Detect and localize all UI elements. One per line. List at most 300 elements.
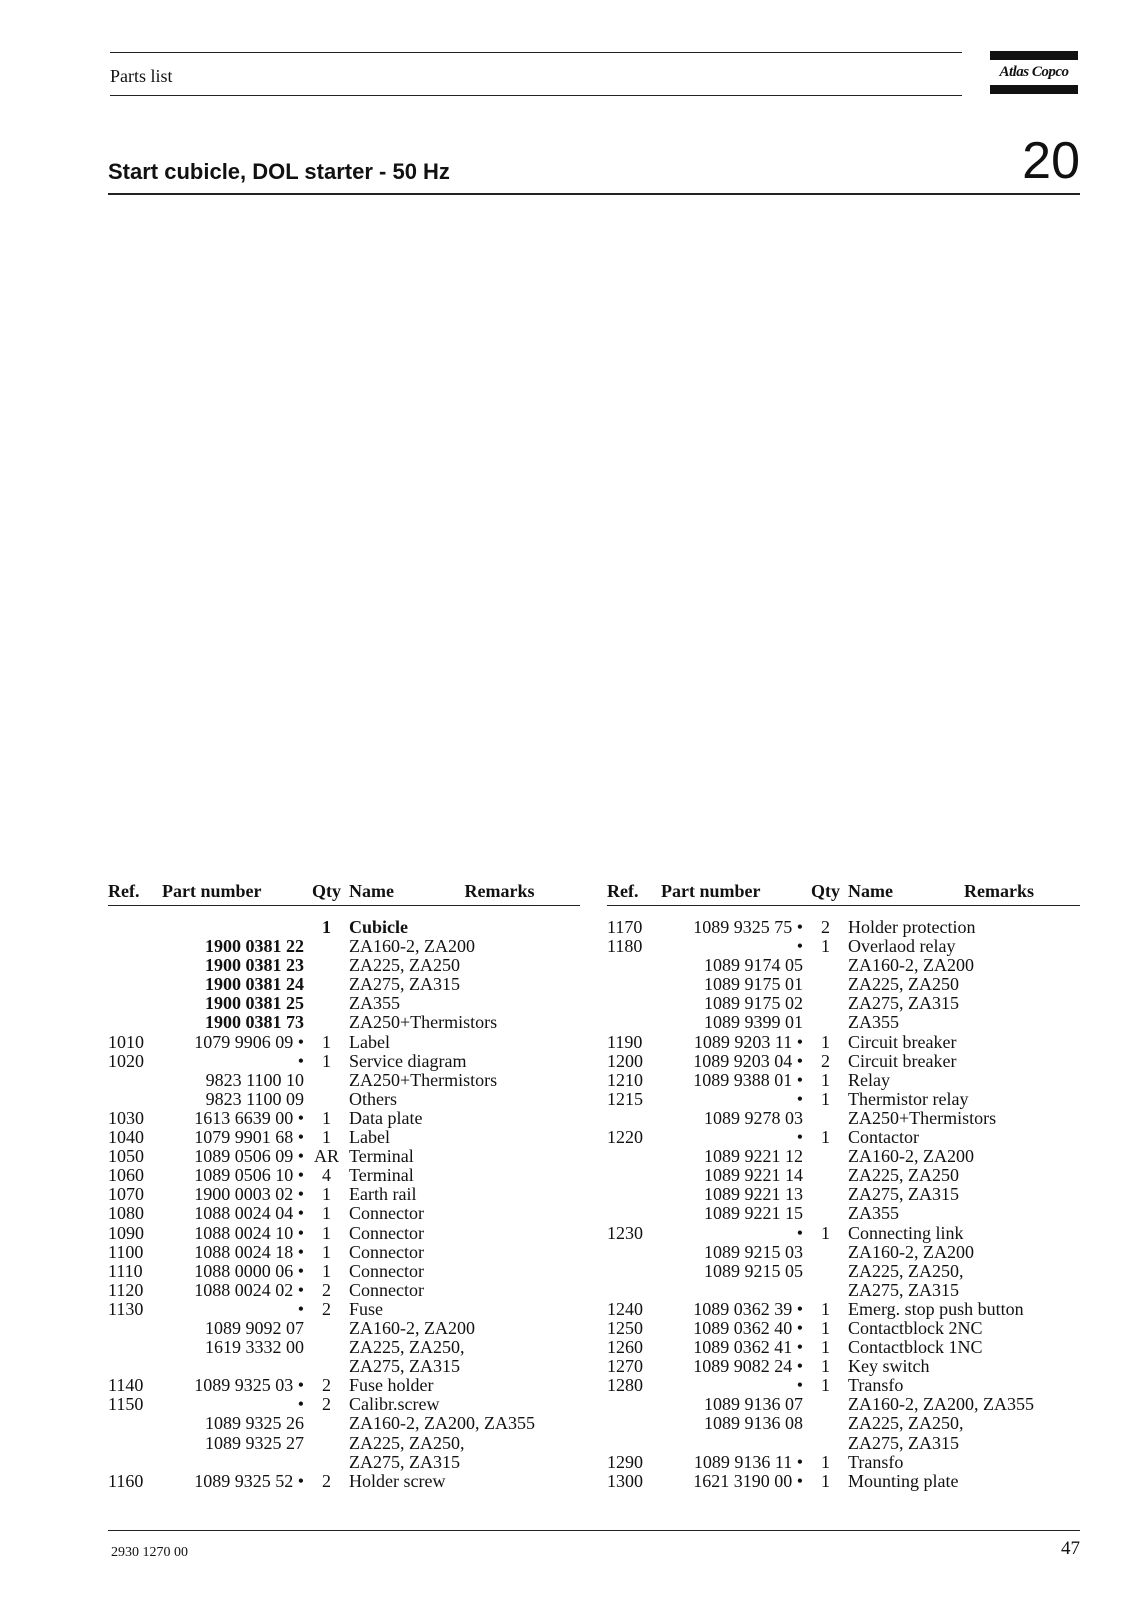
- table-row: [108, 1376, 580, 1395]
- part-number-cell: 1089 9136 11 •: [693, 1451, 803, 1472]
- part-number-cell: 1900 0381 24: [205, 974, 304, 995]
- table-row: [607, 1300, 1080, 1319]
- part-number-cell: 1089 0506 09 •: [194, 1146, 304, 1167]
- name-cell: ZA225, ZA250: [848, 974, 959, 995]
- ref-cell: 1010: [108, 1031, 144, 1052]
- document-number: 2930 1270 00: [111, 1545, 188, 1560]
- part-number-cell: •: [297, 1298, 304, 1319]
- part-number-cell: •: [796, 1375, 803, 1396]
- ref-cell: 1230: [607, 1222, 643, 1243]
- qty-cell: [803, 1243, 848, 1262]
- qty-cell: [304, 1338, 349, 1357]
- qty-cell: 1: [322, 917, 331, 937]
- name-cell: ZA225, ZA250,: [848, 1260, 964, 1281]
- ref-cell: [108, 975, 162, 994]
- part-number-cell: 1089 9082 24 •: [693, 1356, 803, 1377]
- parts-table-left: [108, 877, 580, 1491]
- ref-cell: [607, 1262, 661, 1281]
- table-row: [108, 1166, 580, 1185]
- part-number-cell: 1089 0362 40 •: [693, 1317, 803, 1338]
- table-row: [108, 1243, 580, 1262]
- qty-cell: [803, 1204, 848, 1223]
- section-number: 20: [1022, 132, 1080, 190]
- name-cell: ZA225, ZA250,: [349, 1432, 465, 1453]
- part-number-cell: 1613 6639 00 •: [194, 1107, 304, 1128]
- qty-cell: [803, 1414, 848, 1433]
- part-number-cell: 1089 9203 11 •: [693, 1031, 803, 1052]
- qty-cell: 2: [322, 1298, 331, 1319]
- name-cell: ZA275, ZA315: [848, 1279, 959, 1300]
- table-row: [607, 1224, 1080, 1243]
- name-cell: ZA275, ZA315: [848, 1432, 959, 1453]
- table-row: [108, 1338, 580, 1357]
- name-cell: ZA160-2, ZA200, ZA355: [848, 1394, 1034, 1415]
- name-cell: ZA275, ZA315: [848, 1184, 959, 1205]
- col-header-qty: Qty: [304, 877, 349, 906]
- header-bottom-rule: [110, 95, 962, 96]
- name-cell: Contactor: [848, 1127, 919, 1148]
- part-number-cell: 9823 1100 10: [205, 1069, 304, 1090]
- title-rule: [108, 193, 1080, 195]
- name-cell: Overlaod relay: [848, 936, 956, 957]
- page-title: Start cubicle, DOL starter - 50 Hz: [108, 159, 450, 184]
- table-row: [108, 1033, 580, 1052]
- ref-cell: 1030: [108, 1107, 144, 1128]
- part-number-cell: 1089 9174 05: [704, 955, 803, 976]
- table-row: [108, 1224, 580, 1243]
- col-header-remarks: Remarks: [465, 877, 581, 906]
- part-number-cell: 1900 0381 22: [205, 936, 304, 957]
- ref-cell: [607, 1395, 661, 1414]
- ref-cell: 1250: [607, 1317, 643, 1338]
- table-row: [108, 1395, 580, 1414]
- name-cell: Fuse holder: [349, 1375, 434, 1396]
- name-cell: ZA355: [848, 1203, 899, 1224]
- part-number-cell: [162, 1357, 304, 1376]
- part-number-cell: 1089 9215 05: [704, 1260, 803, 1281]
- part-number-cell: 1900 0381 73: [205, 1012, 304, 1033]
- name-cell: Label: [349, 1031, 390, 1052]
- part-number-cell: 1089 9325 27: [205, 1432, 304, 1453]
- name-cell: ZA160-2, ZA200: [349, 1317, 475, 1338]
- ref-cell: 1130: [108, 1298, 144, 1319]
- qty-cell: 1: [322, 1241, 331, 1262]
- ref-cell: [108, 956, 162, 975]
- part-number-cell: 1900 0003 02 •: [194, 1184, 304, 1205]
- part-number-cell: [661, 1281, 803, 1300]
- part-number-cell: •: [297, 1050, 304, 1071]
- part-number-cell: 1089 0506 10 •: [194, 1165, 304, 1186]
- name-cell: ZA160-2, ZA200: [848, 1241, 974, 1262]
- part-number-cell: 1619 3332 00: [205, 1337, 304, 1358]
- section-label: Parts list: [110, 66, 173, 86]
- qty-cell: [803, 1185, 848, 1204]
- qty-cell: [304, 1434, 349, 1453]
- name-cell: Connector: [349, 1279, 424, 1300]
- ref-cell: 1240: [607, 1298, 643, 1319]
- qty-cell: 1: [821, 1031, 830, 1052]
- part-number-cell: 1088 0000 06 •: [194, 1260, 304, 1281]
- table-row: [607, 1166, 1080, 1185]
- name-cell: Holder protection: [848, 917, 976, 937]
- qty-cell: 1: [821, 1317, 830, 1338]
- qty-cell: 1: [322, 1107, 331, 1128]
- ref-cell: [108, 937, 162, 956]
- name-cell: ZA275, ZA315: [349, 1451, 460, 1472]
- col-header-part-number: Part number: [162, 877, 304, 906]
- qty-cell: [304, 975, 349, 994]
- qty-cell: 1: [821, 1451, 830, 1472]
- name-cell: Connector: [349, 1222, 424, 1243]
- ref-cell: [108, 1090, 162, 1109]
- table-row: [108, 1414, 580, 1433]
- footer-rule: [108, 1530, 1080, 1531]
- spacer-row: [607, 906, 1080, 919]
- table-row: [108, 1013, 580, 1032]
- name-cell: Terminal: [349, 1165, 414, 1186]
- ref-cell: 1215: [607, 1088, 643, 1109]
- table-row: [108, 1434, 580, 1453]
- table-row: [108, 918, 580, 937]
- table-row: [607, 1071, 1080, 1090]
- qty-cell: [304, 994, 349, 1013]
- qty-cell: [803, 1147, 848, 1166]
- ref-cell: 1020: [108, 1050, 144, 1071]
- part-number-cell: 1621 3190 00 •: [693, 1470, 803, 1491]
- atlas-copco-logo: [990, 51, 1078, 95]
- qty-cell: [304, 1013, 349, 1032]
- ref-cell: [108, 1453, 162, 1472]
- ref-cell: [108, 1434, 162, 1453]
- table-row: [607, 1357, 1080, 1376]
- ref-cell: [607, 1243, 661, 1262]
- qty-cell: 1: [821, 1222, 830, 1243]
- table-row: [108, 1262, 580, 1281]
- logo-bottom-bar: [990, 85, 1078, 94]
- part-number-cell: 1089 9221 12: [704, 1146, 803, 1167]
- qty-cell: 1: [322, 1031, 331, 1052]
- part-number-cell: 1089 9325 75 •: [693, 917, 803, 937]
- table-row: [108, 956, 580, 975]
- name-cell: Contactblock 2NC: [848, 1317, 983, 1338]
- qty-cell: [803, 1166, 848, 1185]
- ref-cell: 1120: [108, 1279, 144, 1300]
- ref-cell: 1270: [607, 1356, 643, 1377]
- table-row: [108, 1453, 580, 1472]
- qty-cell: [304, 956, 349, 975]
- table-row: [607, 1185, 1080, 1204]
- ref-cell: 1280: [607, 1375, 643, 1396]
- qty-cell: 2: [821, 1050, 830, 1071]
- ref-cell: 1170: [607, 917, 643, 937]
- name-cell: ZA160-2, ZA200: [848, 955, 974, 976]
- table-row: [108, 1052, 580, 1071]
- qty-cell: 1: [821, 1470, 830, 1491]
- table-row: [607, 1338, 1080, 1357]
- parts-rows-right: [607, 906, 1080, 1491]
- name-cell: ZA225, ZA250: [349, 955, 460, 976]
- name-cell: Transfo: [848, 1375, 904, 1396]
- table-row: [607, 1319, 1080, 1338]
- part-number-cell: 1089 9203 04 •: [693, 1050, 803, 1071]
- name-cell: Key switch: [848, 1356, 930, 1377]
- name-cell: ZA160-2, ZA200: [349, 936, 475, 957]
- part-number-cell: 1089 9092 07: [205, 1317, 304, 1338]
- table-row: [607, 918, 1080, 937]
- col-header-ref: Ref.: [108, 877, 162, 906]
- part-number-cell: 1089 9221 14: [704, 1165, 803, 1186]
- table-row: [108, 975, 580, 994]
- table-row: [108, 1128, 580, 1147]
- part-number-cell: •: [796, 1127, 803, 1148]
- table-row: [108, 994, 580, 1013]
- table-row: [607, 1395, 1080, 1414]
- name-cell: ZA250+Thermistors: [349, 1012, 498, 1033]
- part-number-cell: •: [297, 1394, 304, 1415]
- ref-cell: [108, 1013, 162, 1032]
- ref-cell: [108, 994, 162, 1013]
- part-number-cell: •: [796, 936, 803, 957]
- qty-cell: 1: [821, 1356, 830, 1377]
- qty-cell: [304, 937, 349, 956]
- name-cell: ZA355: [349, 993, 400, 1014]
- qty-cell: 1: [322, 1050, 331, 1071]
- logo-top-bar: [990, 51, 1078, 60]
- qty-cell: 2: [821, 917, 830, 937]
- ref-cell: 1080: [108, 1203, 144, 1224]
- ref-cell: 1150: [108, 1394, 144, 1415]
- header-top-rule: [110, 52, 962, 53]
- table-row: [607, 937, 1080, 956]
- table-row: [607, 1147, 1080, 1166]
- ref-cell: 1090: [108, 1222, 144, 1243]
- ref-cell: 1110: [108, 1260, 143, 1281]
- col-header-qty: Qty: [803, 877, 848, 906]
- qty-cell: 2: [322, 1375, 331, 1396]
- part-number-cell: [661, 1434, 803, 1453]
- ref-cell: 1040: [108, 1127, 144, 1148]
- qty-cell: AR: [313, 1146, 339, 1167]
- table-row: [108, 1281, 580, 1300]
- qty-cell: [803, 1109, 848, 1128]
- table-row: [607, 956, 1080, 975]
- ref-cell: 1060: [108, 1165, 144, 1186]
- name-cell: ZA160-2, ZA200: [848, 1146, 974, 1167]
- name-cell: ZA225, ZA250: [848, 1165, 959, 1186]
- ref-cell: [607, 1166, 661, 1185]
- name-cell: Label: [349, 1127, 390, 1148]
- part-number-cell: 1089 0362 41 •: [693, 1337, 803, 1358]
- qty-cell: 2: [322, 1394, 331, 1415]
- ref-cell: 1180: [607, 936, 643, 957]
- qty-cell: 1: [322, 1222, 331, 1243]
- name-cell: Circuit breaker: [848, 1050, 957, 1071]
- part-number-cell: 1089 9136 08: [704, 1413, 803, 1434]
- table-row: [607, 1033, 1080, 1052]
- qty-cell: [304, 1453, 349, 1472]
- qty-cell: 1: [821, 1298, 830, 1319]
- part-number-cell: 1079 9906 09 •: [194, 1031, 304, 1052]
- name-cell: Transfo: [848, 1451, 904, 1472]
- spacer-row: [108, 906, 580, 919]
- qty-cell: [304, 1357, 349, 1376]
- col-header-part-number: Part number: [661, 877, 803, 906]
- ref-cell: [607, 1147, 661, 1166]
- name-cell: Relay: [848, 1069, 890, 1090]
- qty-cell: 1: [821, 1375, 830, 1396]
- name-cell: Connecting link: [848, 1222, 964, 1243]
- name-cell: ZA160-2, ZA200, ZA355: [349, 1413, 535, 1434]
- part-number-cell: •: [796, 1222, 803, 1243]
- qty-cell: 2: [322, 1279, 331, 1300]
- name-cell: ZA275, ZA315: [349, 1356, 460, 1377]
- name-cell: ZA225, ZA250,: [349, 1337, 465, 1358]
- table-row: [607, 1414, 1080, 1433]
- part-number-cell: 1089 9136 07: [704, 1394, 803, 1415]
- qty-cell: [304, 1414, 349, 1433]
- page-number: 47: [1061, 1538, 1080, 1559]
- table-row: [607, 1128, 1080, 1147]
- ref-cell: 1290: [607, 1451, 643, 1472]
- qty-cell: 1: [821, 1337, 830, 1358]
- part-number-cell: 1088 0024 10 •: [194, 1222, 304, 1243]
- table-row: [108, 1357, 580, 1376]
- table-row: [607, 1243, 1080, 1262]
- qty-cell: [304, 1319, 349, 1338]
- ref-cell: 1050: [108, 1146, 144, 1167]
- col-header-name: Name: [349, 877, 465, 906]
- ref-cell: [607, 1414, 661, 1433]
- qty-cell: [803, 1013, 848, 1032]
- table-row: [607, 1204, 1080, 1223]
- part-number-cell: 1079 9901 68 •: [194, 1127, 304, 1148]
- ref-cell: [108, 1071, 162, 1090]
- ref-cell: 1190: [607, 1031, 643, 1052]
- part-number-cell: 1089 9388 01 •: [693, 1069, 803, 1090]
- qty-cell: [304, 1090, 349, 1109]
- name-cell: Others: [349, 1088, 397, 1109]
- ref-cell: 1300: [607, 1470, 643, 1491]
- table-row: [108, 1472, 580, 1491]
- qty-cell: 2: [322, 1470, 331, 1491]
- ref-cell: [607, 975, 661, 994]
- qty-cell: [803, 975, 848, 994]
- ref-cell: [607, 994, 661, 1013]
- table-row: [108, 1071, 580, 1090]
- ref-cell: [607, 1281, 661, 1300]
- part-number-cell: 1088 0024 04 •: [194, 1203, 304, 1224]
- qty-cell: [304, 1071, 349, 1090]
- table-row: [607, 1013, 1080, 1032]
- name-cell: Thermistor relay: [848, 1088, 969, 1109]
- ref-cell: [108, 918, 162, 937]
- table-row: [108, 1147, 580, 1166]
- ref-cell: [108, 1414, 162, 1433]
- name-cell: Contactblock 1NC: [848, 1337, 983, 1358]
- part-number-cell: [162, 918, 304, 937]
- table-row: [108, 937, 580, 956]
- qty-cell: [803, 956, 848, 975]
- table-row: [607, 994, 1080, 1013]
- qty-cell: [803, 994, 848, 1013]
- name-cell: Earth rail: [349, 1184, 417, 1205]
- ref-cell: 1200: [607, 1050, 643, 1071]
- name-cell: ZA355: [848, 1012, 899, 1033]
- name-cell: Connector: [349, 1203, 424, 1224]
- part-number-cell: 1089 9175 02: [704, 993, 803, 1014]
- table-row: [607, 1090, 1080, 1109]
- part-number-cell: [162, 1453, 304, 1472]
- table-row: [607, 1434, 1080, 1453]
- table-row: [607, 1052, 1080, 1071]
- name-cell: Emerg. stop push button: [848, 1298, 1024, 1319]
- ref-cell: 1210: [607, 1069, 643, 1090]
- name-cell: Circuit breaker: [848, 1031, 957, 1052]
- part-number-cell: •: [796, 1088, 803, 1109]
- name-cell: Service diagram: [349, 1050, 467, 1071]
- part-number-cell: 1089 9215 03: [704, 1241, 803, 1262]
- part-number-cell: 1089 9325 26: [205, 1413, 304, 1434]
- table-row: [607, 975, 1080, 994]
- ref-cell: [108, 1338, 162, 1357]
- table-row: [108, 1090, 580, 1109]
- table-row: [607, 1109, 1080, 1128]
- part-number-cell: 1089 9399 01: [704, 1012, 803, 1033]
- table-row: [607, 1376, 1080, 1395]
- qty-cell: 1: [322, 1203, 331, 1224]
- name-cell: ZA225, ZA250,: [848, 1413, 964, 1434]
- table-row: [607, 1281, 1080, 1300]
- col-header-name: Name: [848, 877, 964, 906]
- name-cell: ZA275, ZA315: [848, 993, 959, 1014]
- logo-wordmark: Atlas Copco: [999, 64, 1069, 80]
- ref-cell: 1160: [108, 1470, 144, 1491]
- part-number-cell: 1089 9325 52 •: [194, 1470, 304, 1491]
- qty-cell: 1: [322, 1127, 331, 1148]
- table-row: [607, 1472, 1080, 1491]
- qty-cell: 1: [821, 1069, 830, 1090]
- table-row: [607, 1453, 1080, 1472]
- ref-cell: [607, 1185, 661, 1204]
- name-cell: Terminal: [349, 1146, 414, 1167]
- col-header-ref: Ref.: [607, 877, 661, 906]
- ref-cell: 1070: [108, 1184, 144, 1205]
- name-cell: ZA275, ZA315: [349, 974, 460, 995]
- qty-cell: 1: [322, 1184, 331, 1205]
- part-number-cell: 1089 9175 01: [704, 974, 803, 995]
- ref-cell: [607, 956, 661, 975]
- table-row: [108, 1185, 580, 1204]
- name-cell: Connector: [349, 1260, 424, 1281]
- part-number-cell: 1088 0024 18 •: [194, 1241, 304, 1262]
- table-row: [108, 1109, 580, 1128]
- ref-cell: 1220: [607, 1127, 643, 1148]
- ref-cell: [108, 1319, 162, 1338]
- qty-cell: [803, 1262, 848, 1281]
- name-cell: Cubicle: [349, 917, 409, 937]
- table-row: [108, 1319, 580, 1338]
- name-cell: Fuse: [349, 1298, 384, 1319]
- qty-cell: 1: [322, 1260, 331, 1281]
- part-number-cell: 9823 1100 09: [205, 1088, 304, 1109]
- qty-cell: 4: [322, 1165, 331, 1186]
- part-number-cell: 1089 9221 15: [704, 1203, 803, 1224]
- qty-cell: [803, 1281, 848, 1300]
- table-header-row: [607, 877, 1080, 906]
- qty-cell: 1: [821, 1088, 830, 1109]
- ref-cell: 1140: [108, 1375, 144, 1396]
- part-number-cell: 1089 0362 39 •: [693, 1298, 803, 1319]
